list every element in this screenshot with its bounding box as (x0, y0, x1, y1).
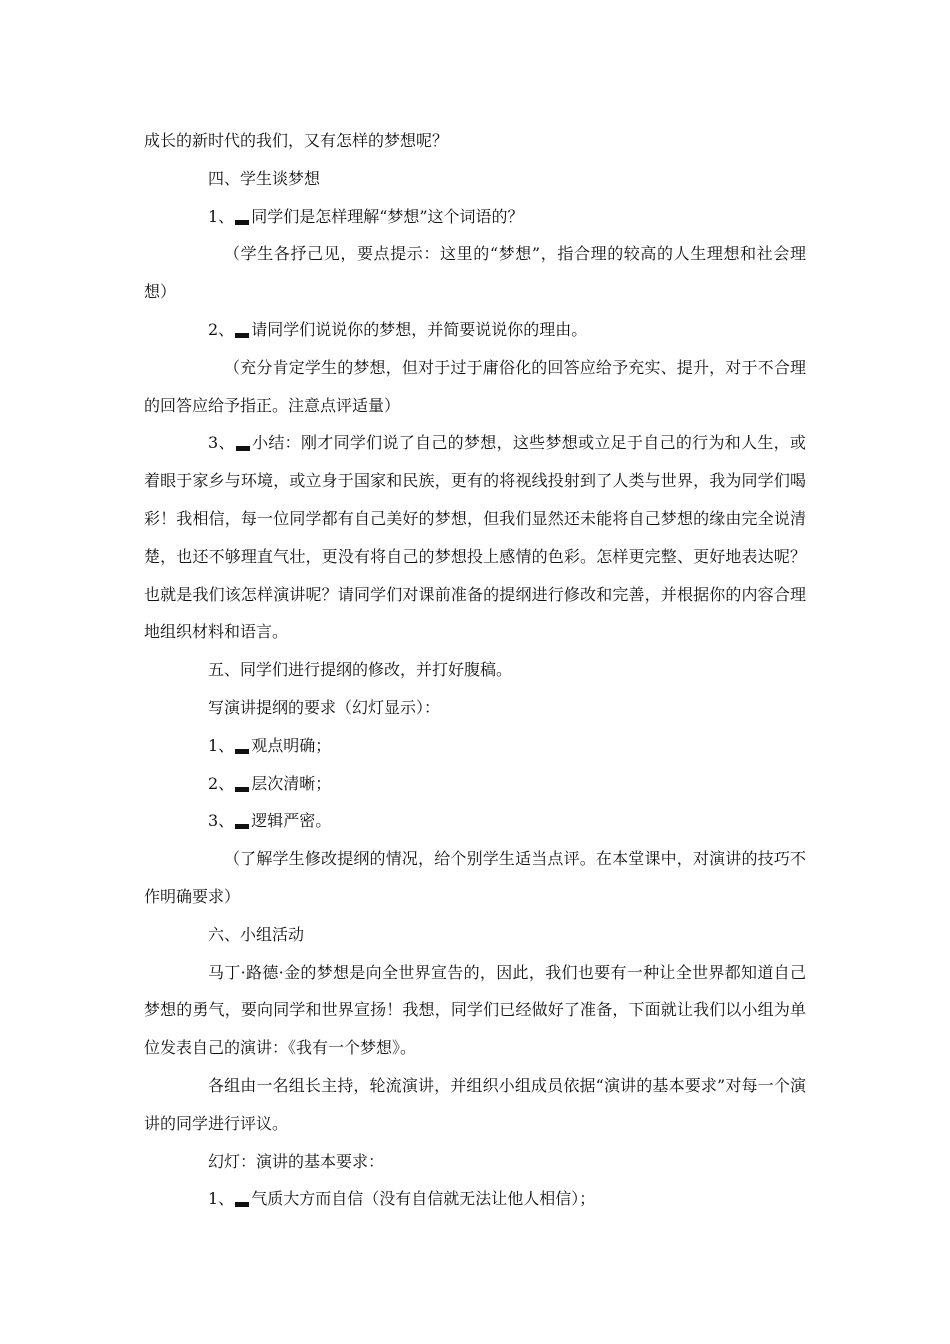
section-heading-4: 四、学生谈梦想 (208, 168, 321, 188)
paragraph-req-note: （了解学生修改提纲的情况，给个别学生适当点评。在本堂课中，对演讲的技巧不作明确要求） (144, 849, 806, 906)
item-number: 3、 (208, 811, 235, 831)
list-item-q1 (144, 198, 806, 236)
item-text: 同学们是怎样理解“梦想”这个词语的？ (251, 206, 524, 226)
paragraph-slide-requirements: 幻灯：演讲的基本要求： (208, 1151, 385, 1171)
bullet-marker-icon (235, 749, 249, 754)
paragraph-activity-1: 马丁·路德·金的梦想是向全世界宣告的，因此，我们也要有一种让全世界都知道自己梦想的勇气，要向同学和世界宣扬！我想，同学们已经做好了准备，下面就让我们以小组为单位发表自己的演讲：《我有一个梦想》。 (144, 962, 806, 1058)
bullet-marker-icon (235, 220, 249, 225)
item-number: 3、 (208, 433, 235, 453)
item-text: 层次清晰； (251, 773, 332, 793)
list-item-q2 (144, 311, 806, 349)
paragraph-outline-requirements: 写演讲提纲的要求（幻灯显示）： (208, 697, 441, 717)
item-number: 1、 (208, 735, 235, 755)
item-text: 逻辑严密。 (251, 811, 332, 831)
item-number: 2、 (208, 319, 235, 339)
bullet-marker-icon (235, 1202, 249, 1207)
bullet-marker-icon (235, 333, 249, 338)
paragraph-q2-note: （充分肯定学生的梦想，但对于过于庸俗化的回答应给予充实、提升，对于不合理的回答应给予指正。注意点评适量） (144, 357, 806, 415)
list-item-basic1 (144, 1180, 806, 1218)
list-item-req2 (144, 765, 806, 803)
item-text: 观点明确； (251, 735, 332, 755)
list-item-req1 (144, 727, 806, 765)
paragraph-intro-tail: 成长的新时代的我们，又有怎样的梦想呢？ (144, 131, 449, 150)
list-item-req3 (144, 802, 806, 840)
document-body (144, 122, 806, 1218)
bullet-marker-icon (235, 787, 249, 792)
item-text: 小结：刚才同学们说了自己的梦想，这些梦想或立足于自己的行为和人生，或着眼于家乡与环境，或立身于国家和民族，更有的将视线投射到了人类与世界，我为同学们喝彩！我相信，每一位同学都有自己美好的梦想，但我们显然还未能将自己梦想的缘由完全说清楚，也还不够理直气壮，更没有将自己的梦想投上感情的色彩。怎样更完整、更好地表达呢？也就是我们该怎样演讲呢？请同学们对课前准备的提纲进行修改和完善，并根据你的内容合理地组织材料和语言。 (144, 433, 806, 642)
section-heading-6: 六、小组活动 (208, 924, 305, 944)
item-number: 1、 (208, 1189, 235, 1209)
list-item-q3 (144, 424, 806, 651)
section-heading-5: 五、同学们进行提纲的修改，并打好腹稿。 (208, 660, 513, 680)
paragraph-activity-2: 各组由一名组长主持，轮流演讲，并组织小组成员依据“演讲的基本要求”对每一个演讲的同学进行评议。 (144, 1075, 806, 1133)
paragraph-q1-note: （学生各抒己见，要点提示：这里的“梦想”，指合理的较高的人生理想和社会理想） (144, 244, 806, 302)
bullet-marker-icon (236, 446, 250, 451)
bullet-marker-icon (235, 824, 249, 829)
item-number: 2、 (208, 773, 235, 793)
item-number: 1、 (208, 206, 235, 226)
item-text: 请同学们说说你的梦想，并简要说说你的理由。 (251, 319, 588, 339)
item-text: 气质大方而自信（没有自信就无法让他人相信）； (251, 1189, 596, 1209)
